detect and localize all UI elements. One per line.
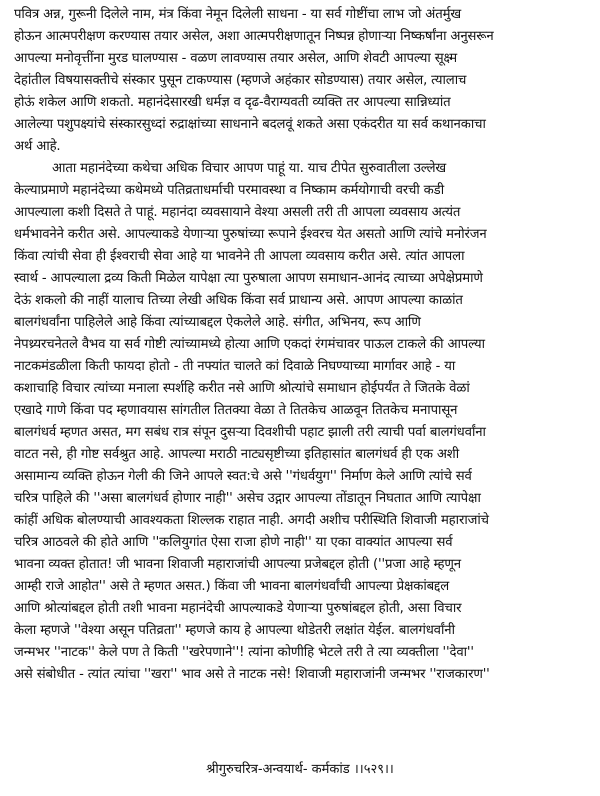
text-line: एखादे गाणे किंवा पद म्हणावयास सांगतील तितक्या वेळा ते तितकेच आळवून तितकेच मनापासून (14, 403, 458, 418)
text-line: अर्थ आहे. (14, 139, 61, 154)
text-line: कांहीं अधिक बोलण्याची आवश्यकता शिल्लक राहात नाही. अगदी अशीच परीस्थिति शिवाजी महाराजांचे (14, 513, 489, 528)
text-line: असे संबोधीत - त्यांत त्यांचा ''खरा'' भाव असे ते नाटक नसे! शिवाजी महाराजांनी जन्मभर ''राजकारण'' (14, 667, 490, 682)
text-line: भावना व्यक्त होतात! जी भावना शिवाजी महाराजांची आपल्या प्रजेबद्दल होती (''प्रजा आहे म्हणून (14, 557, 461, 572)
text-line: वाटत नसे, ही गोष्ट सर्वश्रुत आहे. आपल्या मराठी नाट्यसृष्टीच्या इतिहासांत बालगंधर्व ही एक अशी (14, 447, 460, 462)
text-line: असामान्य व्यक्ति होऊन गेली की जिने आपले स्वत:चे असे ''गंधर्वयुग'' निर्माण केले आणि त्यांचे सर्व (14, 469, 472, 484)
paragraph-2 (14, 158, 584, 686)
text-line: बालगंधर्वांना पाहिलेले आहे किंवा त्यांच्याबद्दल ऐकलेले आहे. संगीत, अभिनय, रूप आणि (14, 315, 421, 330)
text-line: आपल्या मनोवृत्तींना मुरड घालण्यास - वळण लावण्यास तयार असेल, आणि शेवटी आपल्या सूक्ष्म (14, 51, 457, 66)
text-line: होऊं शकेल आणि शकतो. महानंदेसारखी धर्मज्ञ व दृढ-वैराग्यवती व्यक्ति तर आपल्या सान्निध्यांत (14, 95, 451, 110)
text-line: बालगंधर्व म्हणत असत, मग सबंध रात्र संपून दुसऱ्या दिवशीची पहाट झाली तरी त्याची पर्वा बालगंधर्वांना (14, 425, 486, 440)
page-footer: श्रीगुरुचरित्र-अन्वयार्थ- कर्मकांड ।।५२९।। (206, 762, 394, 777)
text-line: पवित्र अन्न, गुरूनी दिलेले नाम, मंत्र किंवा नेमून दिलेली साधना - या सर्व गोष्टींचा लाभ जो अंतर्मुख (14, 7, 461, 22)
text-line: नेपथ्र्यरचनेतले वैभव या सर्व गोष्टी त्यांच्यामध्ये होत्या आणि एकदां रंगमंचावर पाऊल टाकले की आपल्या (14, 337, 485, 352)
text-line: आता महानंदेच्या कथेचा अधिक विचार आपण पाहूं या. याच टीपेत सुरुवातीला उल्लेख (52, 161, 447, 176)
text-line: किंवा त्यांची सेवा ही ईश्वराची सेवा आहे या भावनेने ती आपला व्यवसाय करीत असे. त्यांत आपला (14, 249, 465, 264)
text-line: आलेल्या पशुपक्ष्यांचे संस्कारसुध्दां रुद्राक्षांच्या साधनाने बदलवूं शकते असा एकंदरीत या सर्व कथानकाचा (14, 117, 486, 132)
text-line: स्वार्थ - आपल्याला द्रव्य किती मिळेल यापेक्षा त्या पुरुषाला आपण समाधान-आनंद त्याच्या अपेक्षेप्रमाणे (14, 271, 483, 286)
text-line: देहांतील विषयासक्तीचे संस्कार पुसून टाकण्यास (म्हणजे अहंकार सोडण्यास) तयार असेल, त्यालाच (14, 73, 467, 88)
paragraph-1 (14, 4, 584, 158)
text-line: देऊं शकलो की नाहीं यालाच तिच्या लेखी अधिक किंवा सर्व प्राधान्य असे. आपण आपल्या काळांत (14, 293, 463, 308)
text-line: धर्मभावनेने करीत असे. आपल्याकडे येणाऱ्या पुरुषांच्या रूपाने ईश्वरच येत असतो आणि त्यांचे मनोरंजन (14, 227, 487, 242)
text-line: केल्याप्रमाणे महानंदेच्या कथेमध्ये पतिव्रताधर्माची परमावस्था व निष्काम कर्मयोगाची वरची कडी (14, 183, 444, 198)
text-line: जन्मभर ''नाटक'' केले पण ते किती ''खरेपणाने''! त्यांना कोणीहि भेटले तरी ते त्या व्यक्तीला ''देवा'' (14, 645, 474, 660)
text-line: कशाचाहि विचार त्यांच्या मनाला स्पर्शहि करीत नसे आणि श्रोत्यांचे समाधान होईपर्यंत ते जितके वेळां (14, 381, 470, 396)
text-line: होऊन आत्मपरीक्षण करण्यास तयार असेल, अशा आत्मपरीक्षणातून निष्पन्न होणाऱ्या निष्कर्षांना अनुसरून (14, 29, 494, 44)
text-line: चरित्र आठवले की होते आणि ''कलियुगांत ऐसा राजा होणे नाही'' या एका वाक्यांत आपल्या सर्व (14, 535, 453, 550)
text-line: आम्ही राजे आहोत'' असे ते म्हणत असत.) किंवा जी भावना बालगंधर्वांची आपल्या प्रेक्षकांबद्दल (14, 579, 450, 594)
text-line: आणि श्रोत्यांबद्दल होती तशी भावना महानंदेची आपल्याकडे येणाऱ्या पुरुषांबद्दल होती, असा विचार (14, 601, 462, 616)
text-line: चरित्र पाहिले की ''असा बालगंधर्व होणार नाही'' असेच उद्गार आपल्या तोंडातून निघतात आणि त्यापेक्षा (14, 491, 481, 506)
text-line: केला म्हणजे ''वेश्या असून पतिव्रता'' म्हणजे काय हे आपल्या थोडेतरी लक्षांत येईल. बालगंधर्वांनी (14, 623, 455, 638)
text-line: आपल्याला कशी दिसते ते पाहूं. महानंदा व्यवसायाने वेश्या असली तरी ती आपला व्यवसाय अत्यंत (14, 205, 461, 220)
text-line: नाटकमंडळीला किती फायदा होतो - ती नफ्यांत चालते कां दिवाळे निघण्याच्या मार्गावर आहे - या (14, 359, 456, 374)
